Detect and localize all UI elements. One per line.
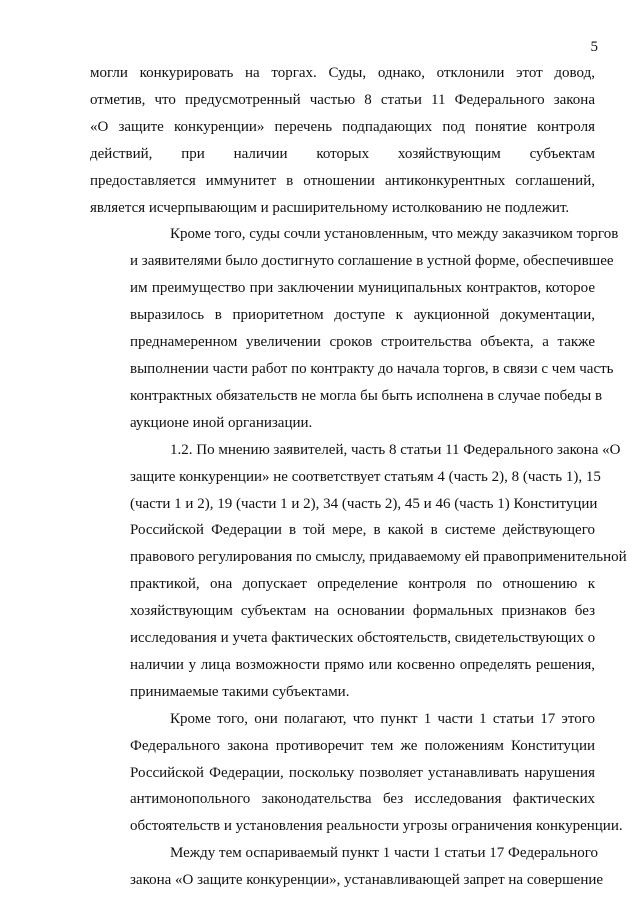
text-line: Кроме того, они полагают, что пункт 1 части 1 статьи 17 этого (170, 710, 595, 727)
text-line: и заявителями было достигнуто соглашение в устной форме, обеспечившее (130, 253, 614, 270)
text-line: является исчерпывающим и расширительному истолкованию не подлежит. (90, 199, 570, 216)
text-line: закона «О защите конкуренции», устанавливающей запрет на совершение (130, 872, 604, 889)
text-line: предоставляется иммунитет в отношении антиконкурентных соглашений, (90, 172, 595, 189)
text-line: 1.2. По мнению заявителей, часть 8 статьи 11 Федерального закона «О (170, 441, 621, 458)
text-line: Российской Федерации, поскольку позволяет устанавливать нарушения (130, 764, 595, 781)
paragraph (90, 840, 604, 894)
text-line: преднамеренном увеличении сроков строительства объекта, а также (130, 334, 595, 351)
page-number: 5 (590, 39, 598, 55)
document-body (90, 60, 627, 894)
text-line: правового регулирования по смыслу, придаваемому ей правоприменительной (130, 549, 627, 566)
paragraph (90, 60, 595, 221)
text-line: аукционе иной организации. (130, 414, 313, 431)
text-line: Российской Федерации в той мере, в какой в системе действующего (130, 522, 595, 539)
text-line: наличии у лица возможности прямо или косвенно определять решения, (130, 656, 595, 673)
text-line: обстоятельств и установления реальности угрозы ограничения конкуренции. (130, 818, 623, 835)
text-line: практикой, она допускает определение контроля по отношению к (130, 576, 595, 593)
text-line: Между тем оспариваемый пункт 1 части 1 статьи 17 Федерального (170, 845, 599, 862)
text-line: антимонопольного законодательства без исследования фактических (130, 791, 595, 808)
text-line: защите конкуренции» не соответствует статьям 4 (часть 2), 8 (часть 1), 15 (130, 468, 601, 485)
text-line: действий, при наличии которых хозяйствующим субъектам (90, 145, 595, 162)
paragraph (90, 437, 627, 706)
text-line: исследования и учета фактических обстоятельств, свидетельствующих о (130, 630, 596, 647)
text-line: Кроме того, суды сочли установленным, что между заказчиком торгов (170, 226, 619, 243)
text-line: Федерального закона противоречит тем же положениям Конституции (130, 737, 595, 754)
text-line: выразилось в приоритетном доступе к аукционной документации, (130, 307, 595, 324)
text-line: (части 1 и 2), 19 (части 1 и 2), 34 (часть 2), 45 и 46 (часть 1) Конституции (130, 495, 598, 512)
text-line: принимаемые такими субъектами. (130, 683, 350, 700)
text-line: хозяйствующим субъектам на основании формальных признаков без (130, 603, 595, 620)
text-line: выполнении части работ по контракту до начала торгов, в связи с чем часть (130, 360, 614, 377)
text-line: «О защите конкуренции» перечень подпадающих под понятие контроля (90, 118, 595, 135)
text-line: отметив, что предусмотренный частью 8 статьи 11 Федерального закона (90, 91, 595, 108)
paragraph (90, 706, 623, 841)
text-line: им преимущество при заключении муниципальных контрактов, которое (130, 280, 595, 297)
paragraph (90, 221, 619, 436)
text-line: контрактных обязательств не могла бы быть исполнена в случае победы в (130, 387, 603, 404)
text-line: могли конкурировать на торгах. Суды, однако, отклонили этот довод, (90, 65, 595, 81)
